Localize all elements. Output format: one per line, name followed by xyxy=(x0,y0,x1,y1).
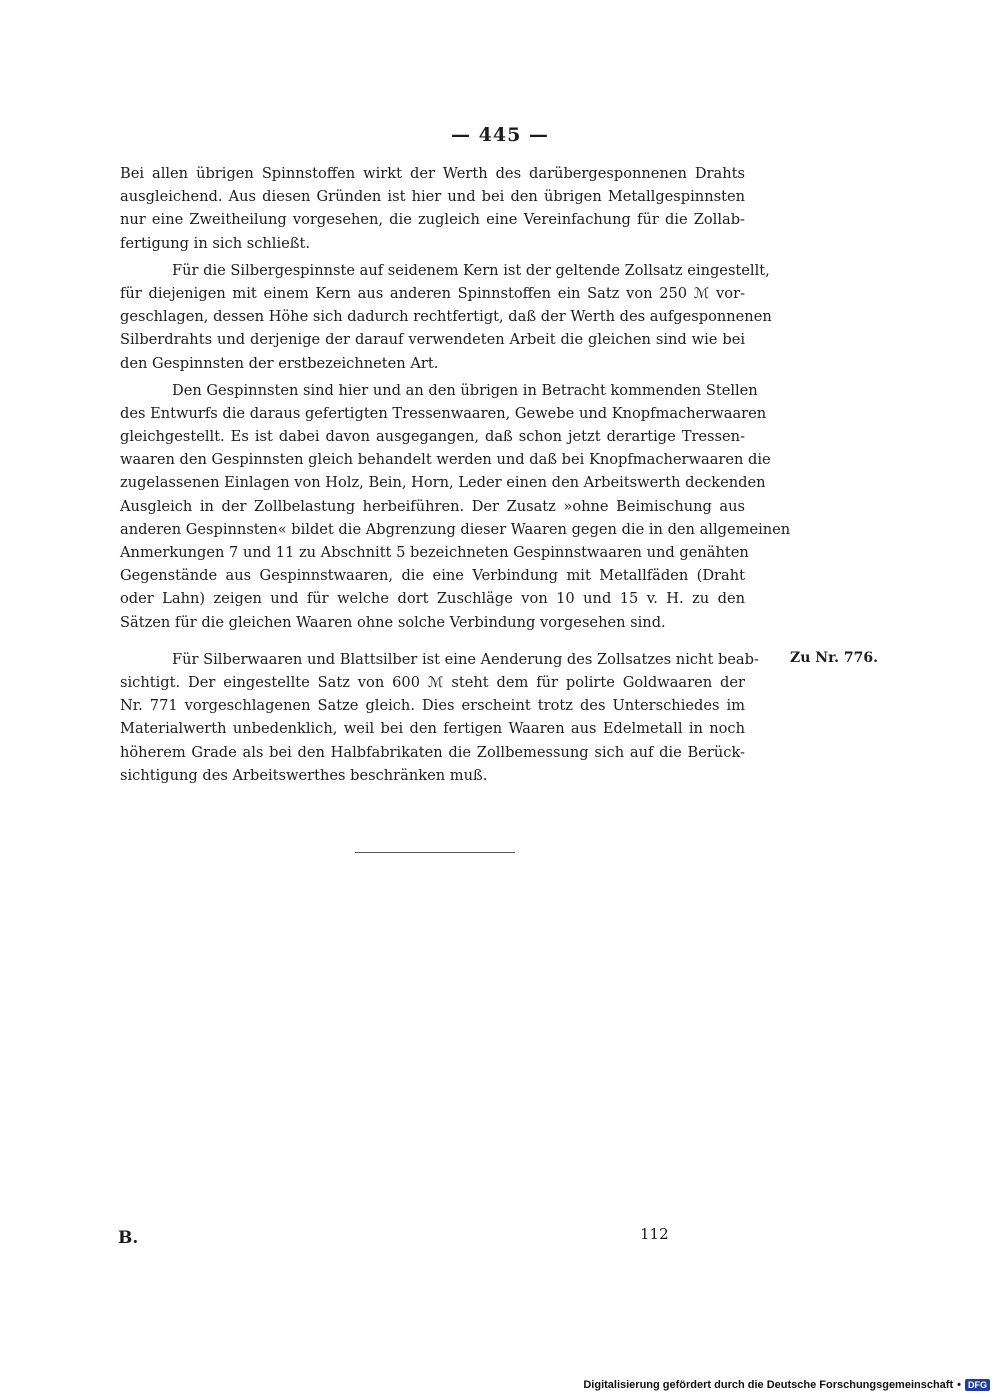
page-number: — 445 — xyxy=(451,124,549,146)
text-line: Den Gespinnsten sind hier und an den übrigen in Betracht kommenden Stellen xyxy=(172,381,758,399)
text-line: zugelassenen Einlagen von Holz, Bein, Horn, Leder einen den Arbeitswerth deckenden xyxy=(120,474,766,492)
text-line: des Entwurfs die daraus gefertigten Tressenwaaren, Gewebe und Knopfmacherwaaren xyxy=(120,404,767,422)
bullet-separator: • xyxy=(957,1379,961,1391)
paragraph-gap xyxy=(120,634,745,648)
text-line: sichtigung des Arbeitswerthes beschränken muß. xyxy=(120,766,488,784)
dfg-logo-icon: DFG xyxy=(965,1379,990,1391)
signature-mark: B. xyxy=(118,1228,139,1248)
paragraph xyxy=(120,162,745,255)
text-line: Gegenstände aus Gespinnstwaaren, die eine Verbindung mit Metallfäden (Draht xyxy=(120,567,745,585)
text-line: oder Lahn) zeigen und für welche dort Zuschläge von 10 und 15 v. H. zu den xyxy=(120,590,745,608)
margin-note: Zu Nr. 776. xyxy=(790,650,879,666)
text-line: Anmerkungen 7 und 11 zu Abschnitt 5 bezeichneten Gespinnstwaaren und genähten xyxy=(120,544,749,561)
text-line: Für Silberwaaren und Blattsilber ist eine Aenderung des Zollsatzes nicht beab- xyxy=(172,650,759,668)
text-line: fertigung in sich schließt. xyxy=(120,234,311,252)
text-line: Silberdrahts und derjenige der darauf verwendeten Arbeit die gleichen sind wie bei xyxy=(120,331,745,349)
text-line: gleichgestellt. Es ist dabei davon ausgegangen, daß schon jetzt derartige Tressen- xyxy=(120,428,745,446)
paragraph xyxy=(120,259,772,375)
text-line: ausgleichend. Aus diesen Gründen ist hier und bei den übrigen Metallgespinnsten xyxy=(120,188,745,206)
body-text xyxy=(120,162,791,787)
text-line: Für die Silbergespinnste auf seidenem Kern ist der geltende Zollsatz eingestellt, xyxy=(172,261,770,279)
text-line: Bei allen übrigen Spinnstoffen wirkt der Werth des darübergesponnenen Drahts xyxy=(120,165,745,182)
text-line: für diejenigen mit einem Kern aus anderen Spinnstoffen ein Satz von 250 ℳ vor- xyxy=(120,284,745,302)
paragraph xyxy=(120,379,791,634)
text-line: waaren den Gespinnsten gleich behandelt werden und daß bei Knopfmacherwaaren die xyxy=(120,451,771,469)
text-line: Nr. 771 vorgeschlagenen Satze gleich. Dies erscheint trotz des Unterschiedes im xyxy=(120,697,745,715)
text-line: den Gespinnsten der erstbezeichneten Art. xyxy=(120,354,439,372)
text-line: Sätzen für die gleichen Waaren ohne solche Verbindung vorgesehen sind. xyxy=(120,613,666,631)
sheet-number: 112 xyxy=(640,1225,669,1243)
text-line: Ausgleich in der Zollbelastung herbeiführen. Der Zusatz »ohne Beimischung aus xyxy=(120,497,745,515)
section-divider xyxy=(355,852,515,853)
paragraph xyxy=(120,648,759,787)
text-line: geschlagen, dessen Höhe sich dadurch rechtfertigt, daß der Werth des aufgesponnenen xyxy=(120,308,772,326)
text-line: Materialwerth unbedenklich, weil bei den fertigen Waaren aus Edelmetall in noch xyxy=(120,720,745,738)
footer-credit xyxy=(583,1379,990,1391)
text-line: höherem Grade als bei den Halbfabrikaten die Zollbemessung sich auf die Berück- xyxy=(120,743,745,761)
text-line: anderen Gespinnsten« bildet die Abgrenzung dieser Waaren gegen die in den allgemeinen xyxy=(120,520,791,538)
text-line: sichtigt. Der eingestellte Satz von 600 ℳ steht dem für polirte Goldwaaren der xyxy=(120,673,745,691)
text-line: nur eine Zweitheilung vorgesehen, die zugleich eine Vereinfachung für die Zollab- xyxy=(120,211,745,229)
footer-credit-text: Digitalisierung gefördert durch die Deutsche Forschungsgemeinschaft xyxy=(583,1379,954,1391)
